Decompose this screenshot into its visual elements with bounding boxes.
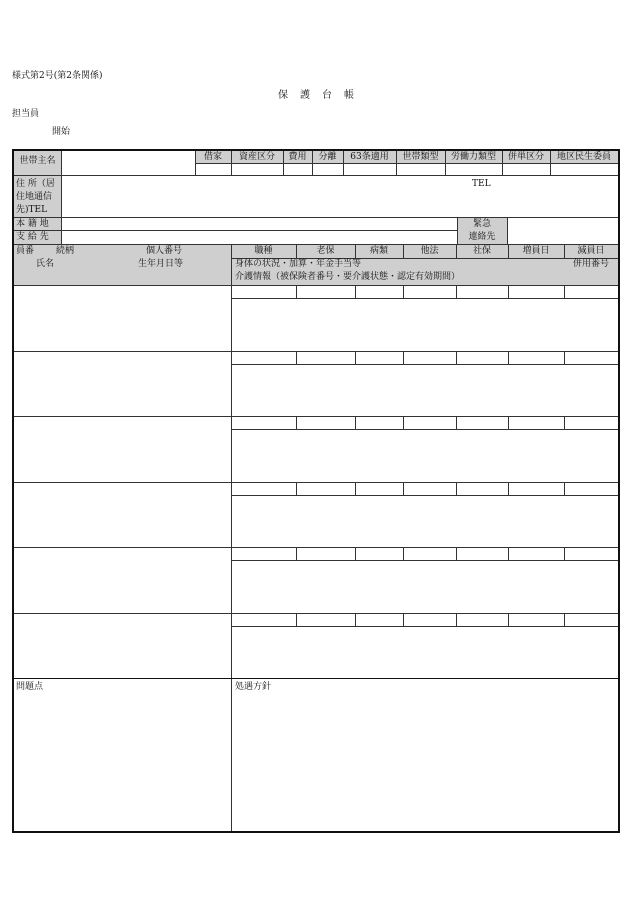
divider bbox=[355, 351, 356, 364]
divider bbox=[296, 547, 297, 560]
divider bbox=[564, 244, 565, 258]
divider bbox=[508, 285, 509, 298]
address-label-line2: 住地通信 bbox=[16, 192, 53, 202]
member-row[interactable] bbox=[14, 613, 618, 679]
divider bbox=[231, 626, 618, 627]
staff-label: 担当員 bbox=[12, 109, 40, 119]
address-label-line3: 先)TEL bbox=[16, 205, 48, 215]
divider bbox=[355, 547, 356, 560]
emergency-label-line1: 緊急 bbox=[472, 219, 491, 229]
domicile-label: 本 籍 地 bbox=[16, 219, 49, 229]
divider bbox=[456, 244, 457, 258]
divider bbox=[355, 416, 356, 429]
divider bbox=[507, 217, 508, 244]
col-care-info: 介護情報（被保険者番号・要介護状態・認定有効期間） bbox=[235, 272, 461, 282]
divider bbox=[508, 416, 509, 429]
member-row[interactable] bbox=[14, 416, 618, 482]
divider bbox=[296, 482, 297, 495]
divider bbox=[296, 351, 297, 364]
household-head-label: 世帯主名 bbox=[19, 156, 56, 166]
policy-label: 処遇方針 bbox=[235, 682, 272, 692]
divider bbox=[296, 244, 297, 258]
divider bbox=[231, 429, 618, 430]
col-member-no: 員番 bbox=[16, 246, 35, 256]
divider bbox=[403, 547, 404, 560]
col-elderly-insurance: 老保 bbox=[316, 246, 335, 256]
col-name: 氏名 bbox=[36, 259, 55, 269]
address-label-line1: 住 所（居 bbox=[16, 179, 55, 189]
divider bbox=[403, 613, 404, 626]
divider bbox=[296, 613, 297, 626]
divider bbox=[14, 230, 457, 231]
divider bbox=[508, 613, 509, 626]
member-row[interactable] bbox=[14, 351, 618, 417]
col-other-laws: 他法 bbox=[420, 246, 439, 256]
divider bbox=[508, 351, 509, 364]
divider bbox=[456, 613, 457, 626]
divider bbox=[14, 217, 618, 218]
divider bbox=[296, 285, 297, 298]
divider bbox=[403, 244, 404, 258]
divider bbox=[296, 416, 297, 429]
divider bbox=[355, 613, 356, 626]
divider bbox=[355, 285, 356, 298]
divider bbox=[564, 351, 565, 364]
divider bbox=[195, 163, 618, 164]
col-occupation: 職種 bbox=[254, 246, 273, 256]
header-combined-class: 併単区分 bbox=[507, 152, 544, 162]
header-rented-house: 借家 bbox=[203, 152, 222, 162]
divider bbox=[355, 244, 356, 258]
divider bbox=[403, 285, 404, 298]
divider bbox=[564, 285, 565, 298]
col-relation: 続柄 bbox=[56, 246, 75, 256]
header-household-type: 世帯類型 bbox=[402, 152, 439, 162]
divider bbox=[564, 547, 565, 560]
divider bbox=[231, 364, 618, 365]
divider bbox=[14, 175, 618, 176]
form-number: 様式第2号(第2条関係) bbox=[12, 71, 103, 81]
header-separation: 分離 bbox=[318, 152, 337, 162]
col-social-insurance: 社保 bbox=[472, 246, 491, 256]
divider bbox=[403, 351, 404, 364]
header-asset-class: 資産区分 bbox=[238, 152, 275, 162]
col-personal-number: 個人番号 bbox=[146, 246, 183, 256]
divider bbox=[564, 416, 565, 429]
member-row[interactable] bbox=[14, 285, 618, 351]
divider bbox=[508, 482, 509, 495]
divider bbox=[403, 416, 404, 429]
problems-label: 問題点 bbox=[16, 682, 44, 692]
divider bbox=[14, 244, 618, 245]
col-physical-status: 身体の状況・加算・年金手当等 bbox=[235, 259, 362, 269]
divider bbox=[231, 560, 618, 561]
header-cost: 費用 bbox=[288, 152, 307, 162]
divider bbox=[564, 482, 565, 495]
tel-label: TEL bbox=[472, 179, 491, 189]
col-disease-type: 病類 bbox=[369, 246, 388, 256]
divider bbox=[355, 482, 356, 495]
divider bbox=[456, 547, 457, 560]
header-district-welfare: 地区民生委員 bbox=[556, 152, 611, 162]
divider bbox=[403, 482, 404, 495]
col-birthdate: 生年月日等 bbox=[138, 259, 184, 269]
header-article63: 63条適用 bbox=[350, 152, 389, 162]
divider bbox=[456, 285, 457, 298]
header-labor-type: 労働力類型 bbox=[450, 152, 496, 162]
divider bbox=[508, 547, 509, 560]
member-row[interactable] bbox=[14, 482, 618, 548]
col-increase-date: 増員日 bbox=[522, 246, 550, 256]
divider bbox=[456, 482, 457, 495]
page-title: 保 護 台 帳 bbox=[278, 90, 355, 101]
col-decrease-date: 減員日 bbox=[577, 246, 605, 256]
divider bbox=[231, 298, 618, 299]
start-label: 開始 bbox=[52, 127, 71, 137]
emergency-label-line2: 連絡先 bbox=[468, 232, 496, 242]
divider bbox=[14, 678, 618, 679]
col-combined-number: 併用番号 bbox=[573, 259, 610, 269]
divider bbox=[508, 244, 509, 258]
member-row[interactable] bbox=[14, 547, 618, 613]
divider bbox=[231, 495, 618, 496]
divider bbox=[456, 416, 457, 429]
divider bbox=[564, 613, 565, 626]
divider bbox=[456, 351, 457, 364]
payment-label: 支 給 先 bbox=[16, 232, 49, 242]
